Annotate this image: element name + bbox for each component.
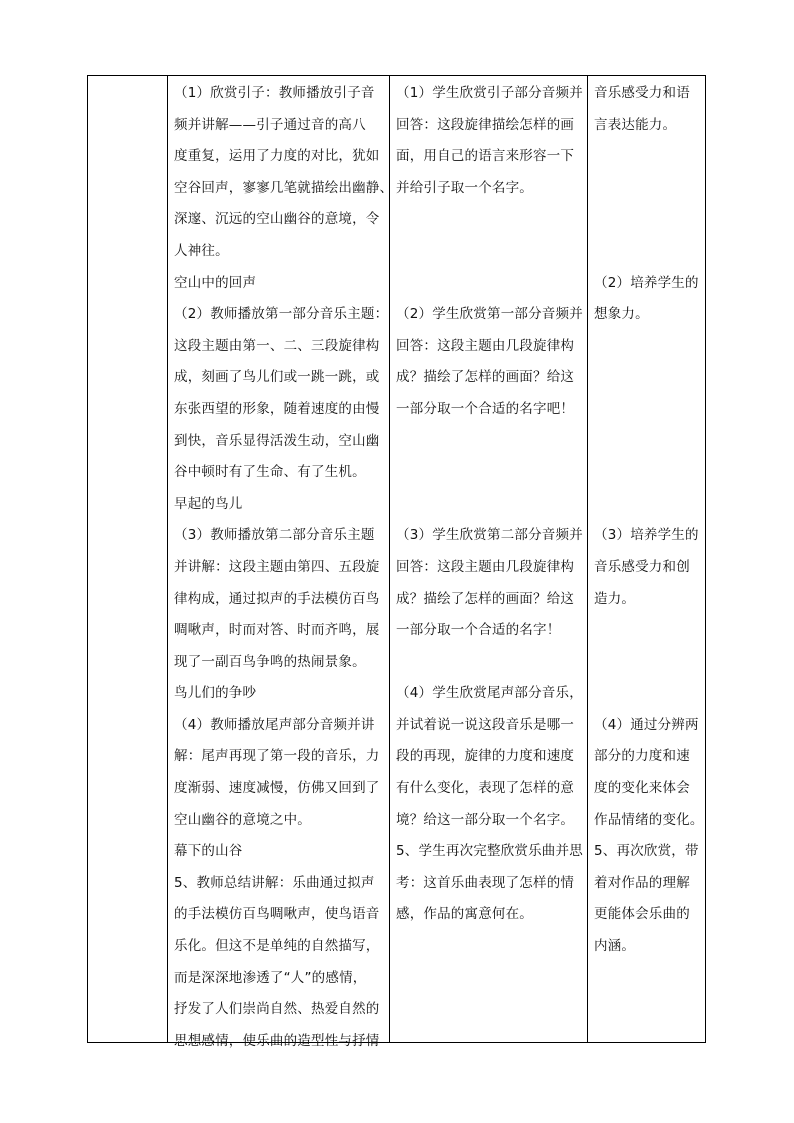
lesson-plan-table [87,75,706,1049]
table-column-student-activity [390,76,588,1042]
table-column-1 [88,76,168,1042]
table-column-design-intent [588,76,707,1042]
table-column-teacher-activity [168,76,394,1049]
teacher-activity-text: （1）欣赏引子：教师播放引子音 频并讲解——引子通过音的高八 度重复，运用了力度的对比，犹如 空谷回声，寥寥几笔就描绘出幽静、 深邃、沉远的空山幽谷的意境，令 人神往。 空山中的回声 （2）教师播放第一部分音乐主题： 这段主题由第一、二、三段旋律构 成，刻画了鸟儿们或一跳一跳，或 东张西望的形象，随着速度的由慢 到快，音乐显得活泼生动，空山幽 谷中顿时有了生命、有了生机。 早起的鸟儿 （3）教师播放第二部分音乐主题 并讲解：这段主题由第四、五段旋 律构成，通过拟声的手法模仿百鸟 啁啾声，时而对答、时而齐鸣，展 现了一副百鸟争鸣的热闹景象。 鸟儿们的争吵 （4）教师播放尾声部分音频并讲 解：尾声再现了第一段的音乐，力 度渐弱、速度减慢，仿佛又回到了 空山幽谷的意境之中。 幕下的山谷 5、教师总结讲解：乐曲通过拟声 的手法模仿百鸟啁啾声，使鸟语音 乐化。但这不是单纯的自然描写， 而是深深地渗透了“人”的感情， 抒发了人们崇尚自然、热爱自然的 思想感情，使乐曲的造型性与抒情 [174,85,394,1049]
student-activity-text: （1）学生欣赏引子部分音频并 回答：这段旋律描绘怎样的画 面，用自己的语言来形容一下 并给引子取一个名字。 （2）学生欣赏第一部分音频并 回答：这段主题由几段旋律构 成？描绘了怎样的画面？给这 一部分取一个合适的名字吧！ （3）学生欣赏第二部分音频并 回答：这段主题由几段旋律构 成？描绘了怎样的画面？给这 一部分取一个合适的名字！ （4）学生欣赏尾声部分音乐， 并试着说一说这段音乐是哪一 段的再现，旋律的力度和速度 有什么变化，表现了怎样的意 境？给这一部分取一个名字。 5、学生再次完整欣赏乐曲并思 考：这首乐曲表现了怎样的情 感，作品的寓意何在。 [396,85,583,923]
design-intent-text: 音乐感受力和语 言表达能力。 （2）培养学生的 想象力。 （3）培养学生的 音乐感受力和创 造力。 （4）通过分辨两 部分的力度和速 度的变化来体会 作品情绪的变化。 5、再次欣赏，带 着对作品的理解 更能体会乐曲的 内涵。 [594,85,704,955]
